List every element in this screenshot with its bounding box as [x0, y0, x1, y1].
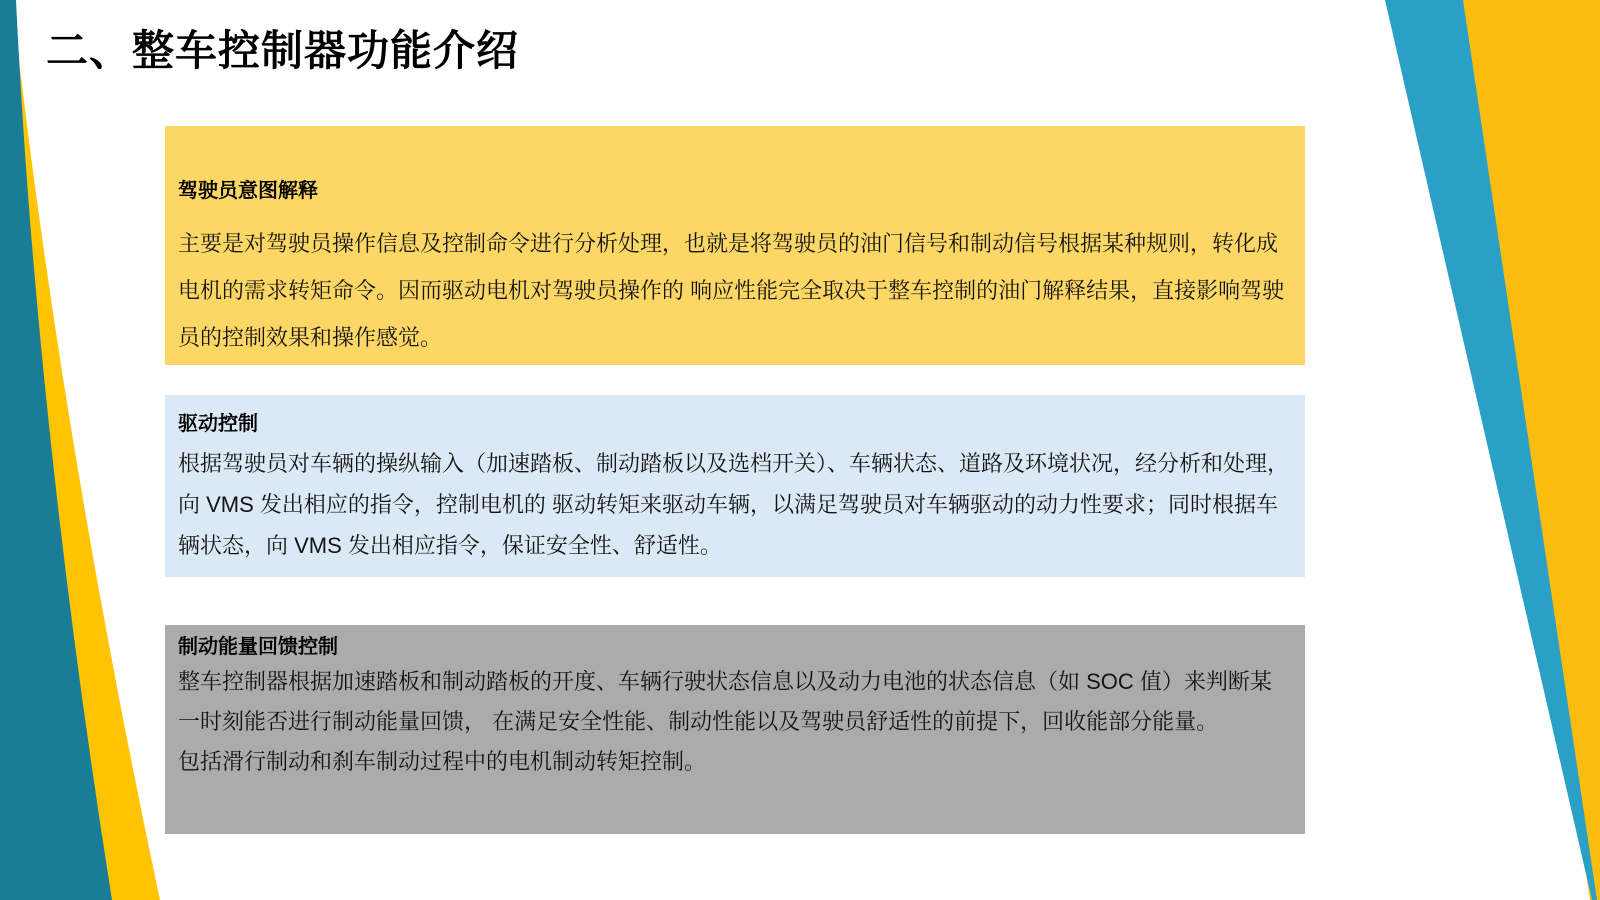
drive-control-body: 根据驾驶员对车辆的操纵输入（加速踏板、制动踏板以及选档开关）、车辆状态、道路及环境状况，经分析和处理，向 VMS 发出相应的指令，控制电机的 驱动转矩来驱动车辆，以满足驾驶员对车辆驱动的动力性要求；同时根据车辆状态，向 VMS 发出相应指令，保证安全性、舒适性。 [178, 451, 1290, 558]
driver-intent-box [165, 126, 1305, 365]
slide-title: 二、整车控制器功能介绍 [46, 27, 520, 74]
brake-energy-heading: 制动能量回馈控制 [178, 636, 338, 658]
driver-intent-body: 主要是对驾驶员操作信息及控制命令进行分析处理，也就是将驾驶员的油门信号和制动信号根据某种规则，转化成电机的需求转矩命令。因而驱动电机对驾驶员操作的 响应性能完全取决于整车控制的油门解释结果，直接影响驾驶员的控制效果和操作感觉。 [178, 231, 1285, 350]
drive-control-box [165, 395, 1305, 577]
brake-energy-box [165, 625, 1305, 834]
drive-control-heading: 驱动控制 [178, 413, 258, 435]
brake-energy-body: 整车控制器根据加速踏板和制动踏板的开度、车辆行驶状态信息以及动力电池的状态信息（如 SOC 值）来判断某一时刻能否进行制动能量回馈， 在满足安全性能、制动性能以及驾驶员舒适性的前提下，回收能部分能量。 [178, 669, 1272, 734]
brake-energy-body-2: 包括滑行制动和刹车制动过程中的电机制动转矩控制。 [178, 749, 707, 774]
driver-intent-heading: 驾驶员意图解释 [178, 180, 318, 202]
